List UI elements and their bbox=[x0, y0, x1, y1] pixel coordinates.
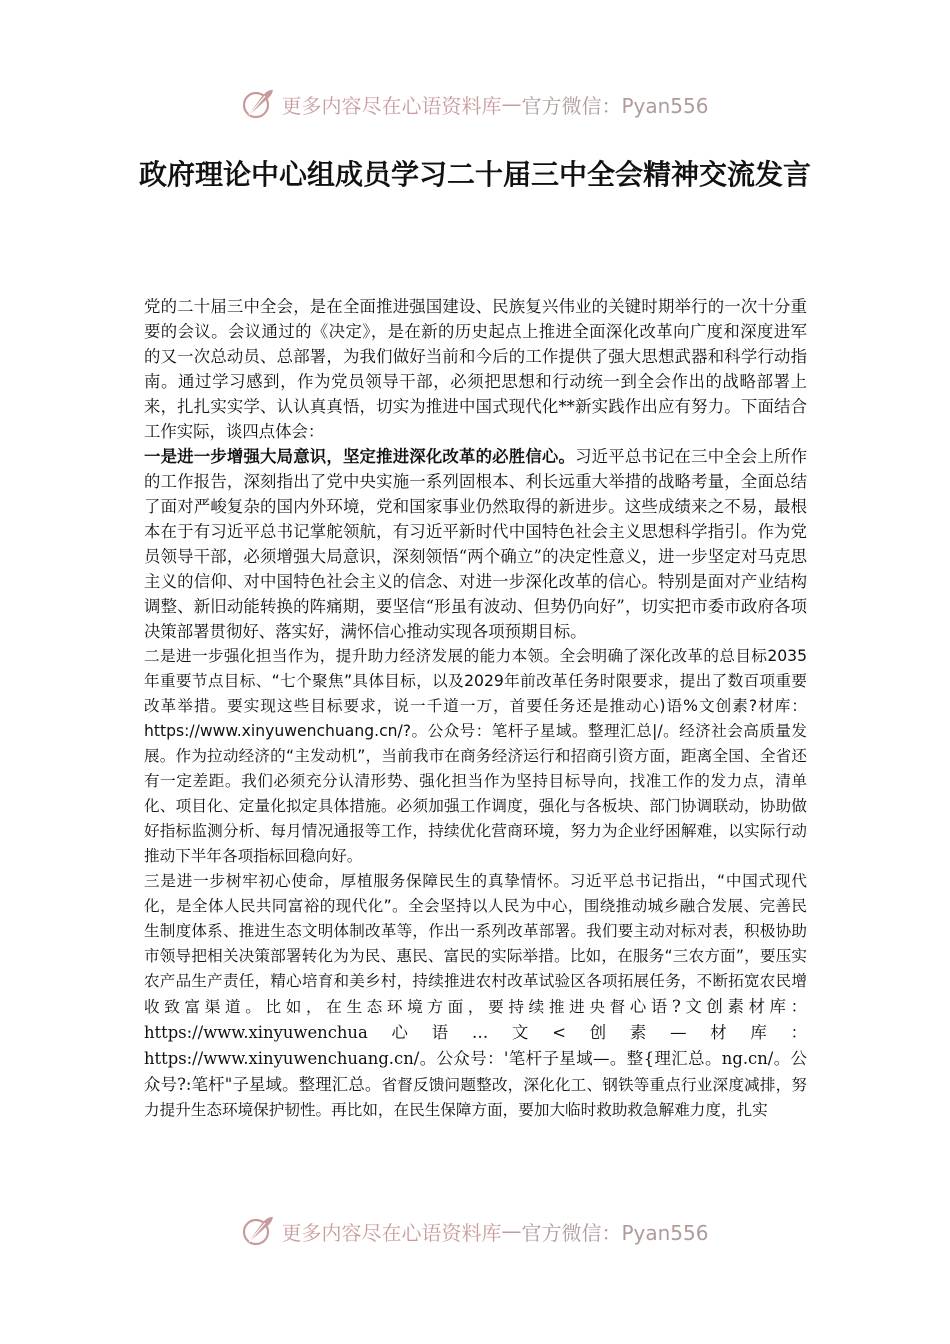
banner-dash: — bbox=[501, 1219, 522, 1243]
point-three-paragraph bbox=[144, 869, 807, 1123]
banner-dash: — bbox=[501, 92, 522, 116]
banner-text: 更多内容尽在心语资料库 bbox=[281, 93, 502, 118]
footer-watermark-banner bbox=[0, 1211, 950, 1251]
banner-wechat: 官方微信：Pyan556 bbox=[521, 93, 709, 118]
quill-pen-logo-icon bbox=[241, 1214, 275, 1248]
point-one-heading: 一是进一步增强大局意识，坚定推进深化改革的必胜信心。 bbox=[144, 447, 576, 466]
quill-pen-logo-icon bbox=[241, 87, 275, 121]
header-watermark-banner bbox=[0, 84, 950, 124]
point-three-part-c: 省督反馈问题整改，深化化工、钢铁等重点行业深度减排，努力提升生态环境保护韧性。再比如，在民生保障方面，要加大临时救助救急解难力度，扎实 bbox=[144, 1076, 807, 1119]
point-three-watermark-text: 心语?文创素材库：https://www.xinyuwenchua心语…文<创素—材库：https://www.xinyuwenchuang.cn/。公众号：'笔杆子星域—。整{理汇总。ng.cn/。公众号?:笔杆"子星域。整理汇总。 bbox=[144, 997, 807, 1094]
point-one-body: 习近平总书记在三中全会上所作的工作报告，深刻指出了党中央实施一系列固根本、利长远重大举措的战略考量，全面总结了面对严峻复杂的国内外环境，党和国家事业仍然取得的新进步。这些成绩来之不易，最根本在于有习近平总书记掌舵领航，有习近平新时代中国特色社会主义思想科学指引。作为党员领导干部，必须增强大局意识，深刻领悟“两个确立”的决定性意义，进一步坚定对马克思主义的信仰、对中国特色社会主义的信念、对进一步深化改革的信心。特别是面对产业结构调整、新旧动能转换的阵痛期，要坚信“形虽有波动、但势仍向好”，切实把市委市政府各项决策部署贯彻好、落实好，满怀信心推动实现各项预期目标。 bbox=[144, 447, 808, 641]
banner-text: 更多内容尽在心语资料库 bbox=[281, 1220, 502, 1245]
point-two-paragraph: 二是进一步强化担当作为，提升助力经济发展的能力本领。全会明确了深化改革的总目标2035年重要节点目标、“七个聚焦”具体目标，以及2029年前改革任务时限要求，提出了数百项重要改革举措。要实现这些目标要求，说一千道一万，首要任务还是推动心)语%文创素?材库：https://www.xinyuwenchuang.cn/?。公众号：笔杆子星域。整理汇总|/。经济社会高质量发展。作为拉动经济的“主发动机”，当前我市在商务经济运行和招商引资方面，距离全国、全省还有一定差距。我们必须充分认清形势、强化担当作为坚持目标导向，找准工作的发力点，清单化、项目化、定量化拟定具体措施。必须加强工作调度，强化与各板块、部门协调联动，协助做好指标监测分析、每月情况通报等工作，持续优化营商环境，努力为企业纾困解难，以实际行动推动下半年各项指标回稳向好。 bbox=[144, 647, 807, 865]
intro-paragraph: 党的二十届三中全会，是在全面推进强国建设、民族复兴伟业的关键时期举行的一次十分重要的会议。会议通过的《决定》，是在新的历史起点上推进全面深化改革向广度和深度进军的又一次总动员、总部署，为我们做好当前和今后的工作提供了强大思想武器和科学行动指南。通过学习感到，作为党员领导干部，必须把思想和行动统一到全会作出的战略部署上来，扎扎实实学、认认真真悟，切实为推进中国式现代化**新实践作出应有努力。下面结合工作实际，谈四点体会： bbox=[144, 297, 807, 441]
document-title: 政府理论中心组成员学习二十届三中全会精神交流发言 bbox=[138, 158, 811, 191]
point-one-paragraph bbox=[144, 444, 807, 644]
document-body bbox=[144, 294, 807, 1123]
banner-wechat: 官方微信：Pyan556 bbox=[521, 1220, 709, 1245]
point-three-part-a: 三是进一步树牢初心使命，厚植服务保障民生的真挚情怀。习近平总书记指出，“中国式现代化，是全体人民共同富裕的现代化”。全会坚持以人民为中心，围绕推动城乡融合发展、完善民生制度体系、推进生态文明体制改革等，作出一系列改革部署。我们要主动对标对表，积极协助市领导把相关决策部署转化为为民、惠民、富民的实际举措。比如，在服务“三农方面”，要压实农产品生产责任，精心培育和美乡村，持续推进农村改革试验区各项拓展任务，不断拓宽农民增收致富渠道。比如，在生态环境方面，要持续推进央督 bbox=[144, 872, 807, 1016]
